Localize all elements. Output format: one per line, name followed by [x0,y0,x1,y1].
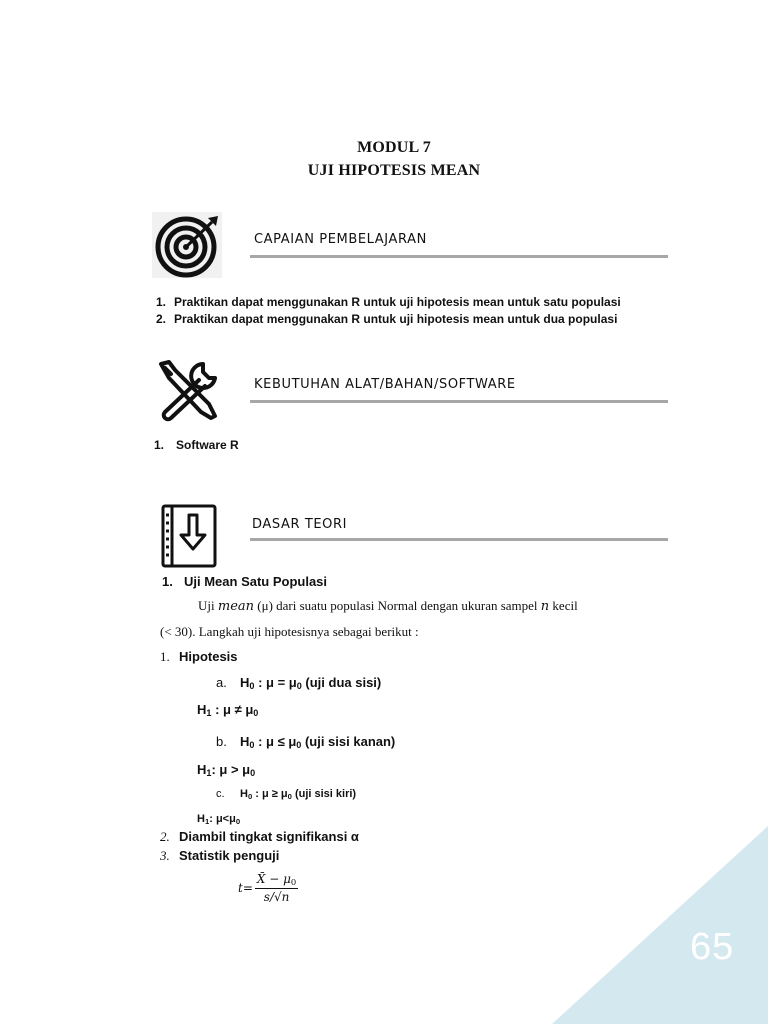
list-item: 1. Software R [154,438,239,452]
target-icon [152,212,222,278]
list-item: 2. Praktikan dapat menggunakan R untuk uji hipotesis mean untuk dua populasi [156,312,618,326]
formula-fraction-bar [255,888,298,889]
hypothesis-c-h1: $H_1$: $\mu<\mu_0$ [197,813,241,826]
hypothesis-c-h0: c. $H_0$ : $\mu \ge \mu_0$ (uji sisi kiri) [216,788,357,801]
tools-icon [155,358,221,422]
book-download-icon [160,503,220,569]
kebutuhan-rule [250,400,668,403]
paragraph-line-2: (< 30). Langkah uji hipotesisnya sebagai berikut : [160,624,419,639]
module-number: MODUL 7 [357,139,431,156]
kebutuhan-list [154,437,239,454]
paragraph-line-1: Uji mean (μ) dari suatu populasi Normal dengan ukuran sampel n kecil [198,598,578,614]
step-signifikansi: 2. Diambil tingkat signifikansi α [160,829,359,844]
capaian-list [156,294,621,328]
hypothesis-a-h0: a. $H_0$ : $\mu = \mu_0$ (uji dua sisi) [216,675,382,691]
step-hipotesis: 1. Hipotesis [160,649,238,664]
list-item: 1. Praktikan dapat menggunakan R untuk uji hipotesis mean untuk satu populasi [156,295,621,309]
dasar-label: DASAR TEORI [252,517,348,532]
step-statistik: 3. Statistik penguji [160,848,280,863]
capaian-label: CAPAIAN PEMBELAJARAN [254,232,427,247]
t-statistic-formula [238,872,298,904]
capaian-rule [250,255,668,258]
formula-numerator: X̄ − $\mu_0$ [256,872,297,887]
subsection-heading: 1. Uji Mean Satu Populasi [162,574,328,589]
module-title: UJI HIPOTESIS MEAN [307,162,481,179]
formula-denominator: s/√n [263,890,290,904]
hypothesis-a-h1: $H_1$ : $\mu \ne \mu_0$ [197,702,259,718]
kebutuhan-label: KEBUTUHAN ALAT/BAHAN/SOFTWARE [254,377,516,392]
dasar-rule [250,538,668,541]
formula-t: t= [238,881,253,895]
hypothesis-b-h1: $H_1$: $\mu > \mu_0$ [197,762,256,778]
page-number: 65 [690,926,735,968]
hypothesis-b-h0: b. $H_0$ : $\mu \le \mu_0$ (uji sisi kanan) [216,734,396,750]
